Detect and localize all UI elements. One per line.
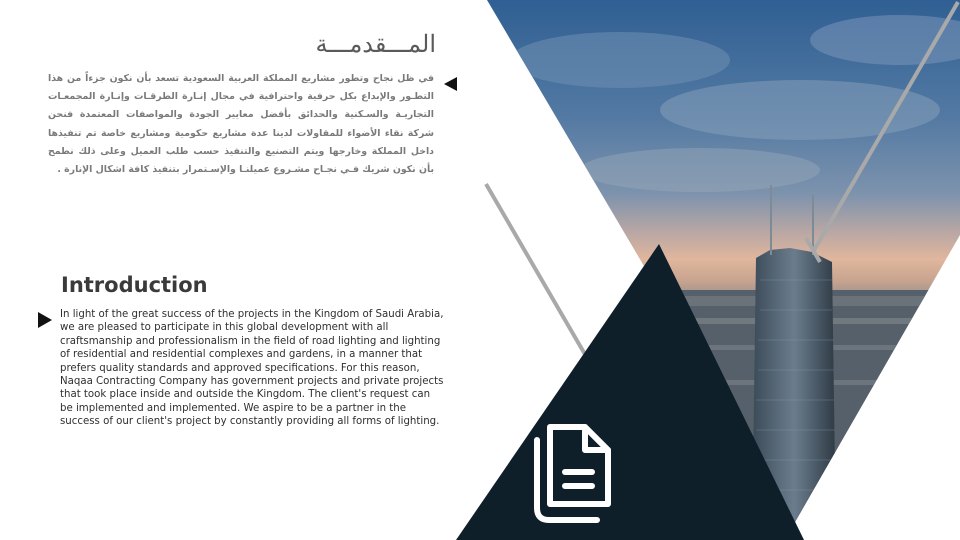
triangle-left-icon xyxy=(444,77,457,91)
english-title: Introduction xyxy=(61,273,208,297)
arabic-paragraph: في ظل نجاح وتطور مشاريع المملكة العربية السعودية تسعد بأن نكون جزءاً من هذا التطـور والإبداع بكل حرفية واحترافية في مجال إنـارة الطرقـات وإنـارة المجمعـات التجاريـة والسـكنية والحدائق بأفضل معايير الجودة والمواصفات المعتمدة فنحن شركة نقاء الأضواء للمقاولات لدينا عدة مشاريع حكومية ومشاريع خاصة تم تنفيذها داخل المملكة وخارجها ويتم التصنيع والتنفيذ حسب طلب العميل وعلى ذلك نطمح بأن نكون شريك فـي نجـاح مشـروع عميلنـا والإسـتمرار بتنفيذ كافة اشكال الإنارة . xyxy=(48,73,434,176)
english-paragraph: In light of the great success of the projects in the Kingdom of Saudi Arabia, we are pleased to participate in this global development with all craftsmanship and professionalism in the field of road lighting and lighting of residential and residential complexes and gardens, in a manner that prefers quality standards and approved specifications. For this reason, Naqaa Contracting Company has government projects and private projects that took place inside and outside the Kingdom. The client's request can be implemented and implemented. We aspire to be a partner in the success of our client's project by constantly providing all forms of lighting. xyxy=(60,309,444,428)
arabic-title: المـــقدمـــة xyxy=(315,30,436,58)
triangle-right-icon xyxy=(38,312,52,328)
